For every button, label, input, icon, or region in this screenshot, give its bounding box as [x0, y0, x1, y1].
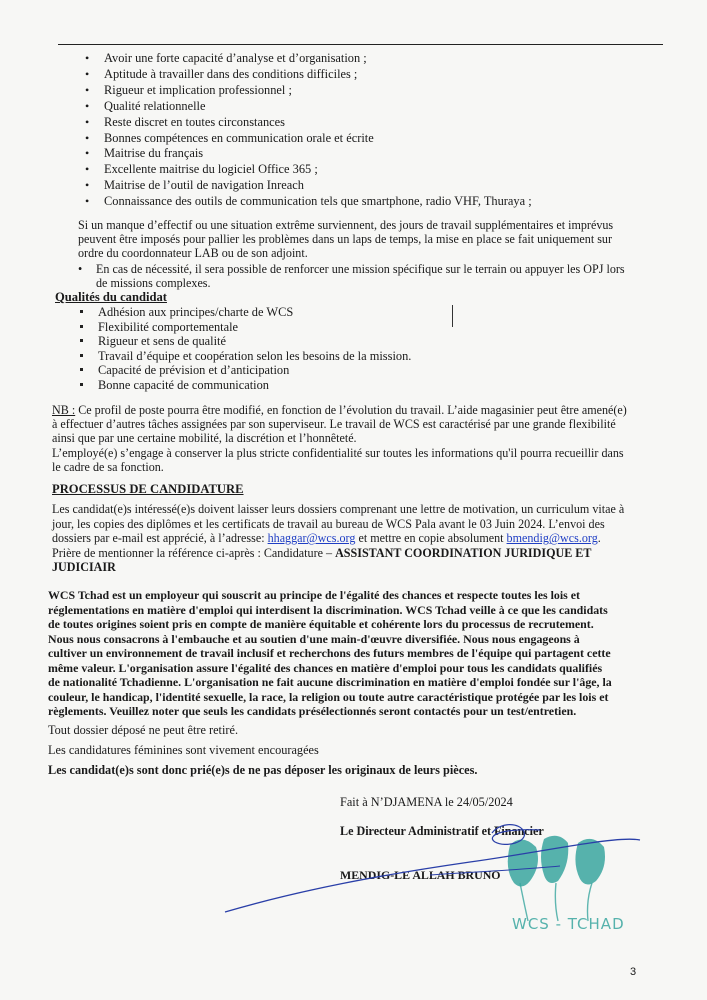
- signatory-title: Le Directeur Administratif et Financier: [340, 824, 544, 838]
- text-segment: et mettre en copie absolument: [355, 531, 507, 546]
- list-item: Capacité de prévision et d’anticipation: [78, 363, 411, 378]
- text-line: WCS Tchad est un employeur qui souscrit au principe de l'égalité des chances et respecte toutes les lois et: [48, 588, 580, 602]
- text-segment: dossiers par e-mail est apprécié, à l’adresse:: [52, 531, 268, 546]
- bullet-icon: •: [78, 262, 83, 276]
- text-line: jour, les copies des diplômes et les certificats de travail au bureau de WCS Pala avant le 03 Juin 2024. L’envoi des: [52, 516, 605, 531]
- qualities-heading: Qualités du candidat: [55, 290, 167, 304]
- list-item: Bonne capacité de communication: [78, 378, 411, 393]
- position-title-continued: JUDICIAIR: [52, 560, 116, 575]
- text-segment: Prière de mentionner la référence ci-après : Candidature –: [52, 545, 336, 560]
- text-line: L’employé(e) s’engage à conserver la plus stricte confidentialité sur toutes les informations qu'il pourra recueillir dans: [52, 445, 624, 460]
- text-line: de toutes origines soient pris en compte de manière équitable et cohérente lors du processus de recrutement.: [48, 617, 594, 631]
- text-line: de missions complexes.: [96, 276, 211, 291]
- email-link-hhaggar[interactable]: hhaggar@wcs.org: [267, 531, 356, 546]
- page-number: 3: [630, 966, 637, 978]
- text-line: Ce profil de poste pourra être modifié, en fonction de l’évolution du travail. L’aide magasinier peut être amené(e): [75, 403, 627, 417]
- text-line: ordre du coordonnateur LAB ou de son adjoint.: [78, 246, 308, 261]
- process-heading: PROCESSUS DE CANDIDATURE: [52, 482, 244, 496]
- female-encouraged-note: Les candidatures féminines sont vivement encouragées: [48, 743, 319, 757]
- list-item: • Maitrise de l’outil de navigation Inreach: [80, 178, 532, 194]
- list-item: Travail d’équipe et coopération selon les besoins de la mission.: [78, 349, 411, 364]
- list-item: • Avoir une forte capacité d’analyse et d’organisation ;: [80, 51, 532, 67]
- text-line: le cadre de sa fonction.: [52, 459, 164, 474]
- text-line: à effectuer d’autres tâches assignées par son superviseur. Le travail de WCS est caractérisé par une grande flexibilité: [52, 417, 616, 432]
- text-line: règlements. Veuillez noter que seuls les candidats présélectionnés seront contactés pour un test/entretien.: [48, 704, 577, 718]
- not-returned-note: Tout dossier déposé ne peut être retiré.: [48, 723, 239, 737]
- text-line: Nous nous consacrons à l'embauche et au soutien d'une main-d'œuvre diversifiée. Nous nous engageons à: [48, 631, 580, 646]
- list-item: • Reste discret en toutes circonstances: [80, 115, 532, 131]
- text-line: de nationalité Tchadienne. L'organisation ne fait aucune discrimination en matière d'emploi fondée sur l'âge, la: [48, 675, 612, 689]
- text-line: Si un manque d’effectif ou une situation extrême surviennent, des jours de travail supplémentaires et imprévus: [78, 218, 614, 232]
- signatory-name: MENDIG-LE ALLAH BRUNO: [340, 868, 501, 882]
- nb-label: NB :: [52, 403, 76, 417]
- list-item: Flexibilité comportementale: [78, 320, 411, 335]
- text-line: réglementations en matière d'emploi qui interdisent la discrimination. WCS Tchad veille à ce que les candidats: [48, 602, 608, 617]
- list-item: • Connaissance des outils de communication tels que smartphone, radio VHF, Thuraya ;: [80, 194, 532, 210]
- position-title: ASSISTANT COORDINATION JURIDIQUE ET: [335, 545, 592, 560]
- stamp-text: WCS - TCHAD: [512, 915, 625, 933]
- list-item: • Bonnes compétences en communication orale et écrite: [80, 131, 532, 147]
- text-line: Les candidat(e)s intéressé(e)s doivent laisser leurs dossiers comprenant une lettre de motivation, un curriculum vitae à: [52, 502, 625, 516]
- list-item: • Qualité relationnelle: [80, 99, 532, 115]
- no-originals-note: Les candidat(e)s sont donc prié(e)s de ne pas déposer les originaux de leurs pièces.: [48, 763, 478, 777]
- email-link-bmendig[interactable]: bmendig@wcs.org: [506, 531, 598, 546]
- text-line: même valeur. L'organisation assure l'égalité des chances en matière d'emploi pour tous les candidats qualifiés: [48, 660, 603, 675]
- place-and-date: Fait à N’DJAMENA le 24/05/2024: [340, 795, 513, 809]
- text-line: couleur, le handicap, l'identité sexuelle, la race, la religion ou toute autre caractéristique protégée par les lois et: [48, 689, 609, 704]
- list-item: • Excellente maitrise du logiciel Office 365 ;: [80, 162, 532, 178]
- text-segment: .: [597, 531, 601, 546]
- text-line: En cas de nécessité, il sera possible de renforcer une mission spécifique sur le terrain ou appuyer les OPJ lors: [96, 262, 625, 276]
- text-line: ainsi que par une certaine mobilité, la discrétion et l’honnêteté.: [52, 431, 357, 446]
- list-item: • Maitrise du français: [80, 146, 532, 162]
- list-item: • Aptitude à travailler dans des conditions difficiles ;: [80, 67, 532, 83]
- list-item: • Rigueur et implication professionnel ;: [80, 83, 532, 99]
- text-line: peuvent être imposés pour pallier les problèmes dans un laps de temps, la mise en place se fait uniquement sur: [78, 232, 612, 247]
- list-item: Rigueur et sens de qualité: [78, 334, 411, 349]
- text-line: cultiver un environnement de travail inclusif et recherchons des futurs membres de l'équipe qui partagent cette: [48, 646, 611, 660]
- list-item: Adhésion aux principes/charte de WCS: [78, 305, 411, 320]
